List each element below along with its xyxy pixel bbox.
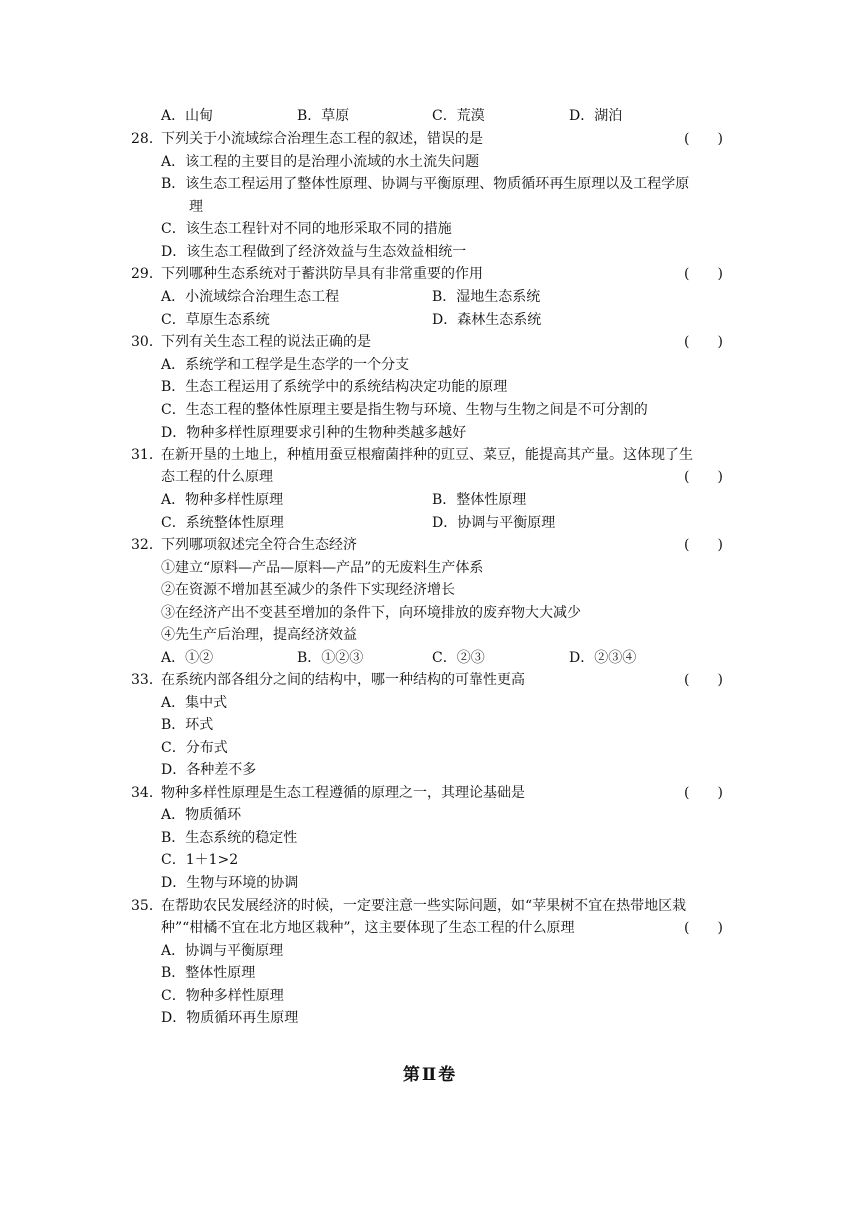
question-number: 32． xyxy=(131,537,163,553)
option-d: D．各种差不多 xyxy=(161,762,257,778)
question-33 xyxy=(0,669,860,692)
question-28 xyxy=(0,128,860,151)
question-stem: 下列关于小流域综合治理生态工程的叙述，错误的是 xyxy=(161,131,483,147)
answer-paren: ( ) xyxy=(684,785,723,801)
option-a: A．物种多样性原理 xyxy=(161,492,284,508)
answer-paren: ( ) xyxy=(684,672,723,688)
option-d: D．②③④ xyxy=(569,650,637,666)
statement-1: ①建立“原料—产品—原料—产品”的无废料生产体系 xyxy=(161,560,484,576)
option-b: B．①②③ xyxy=(297,650,364,666)
answer-paren: ( ) xyxy=(684,537,723,553)
question-number: 33． xyxy=(131,672,163,688)
option-c: C．荒漠 xyxy=(432,108,485,124)
question-stem: 在新开垦的土地上，种植用蚕豆根瘤菌拌种的豇豆、菜豆，能提高其产量。这体现了生 xyxy=(161,447,693,463)
option-c: C．生态工程的整体性原理主要是指生物与环境、生物与生物之间是不可分割的 xyxy=(161,402,648,418)
answer-paren: ( ) xyxy=(684,131,723,147)
question-number: 31． xyxy=(131,447,163,463)
question-31 xyxy=(0,444,860,467)
question-29 xyxy=(0,263,860,286)
option-a: A．该工程的主要目的是治理小流域的水土流失问题 xyxy=(161,154,480,170)
option-a: A．物质循环 xyxy=(161,807,242,823)
question-number: 35． xyxy=(131,898,163,914)
option-b: B．生态工程运用了系统学中的系统结构决定功能的原理 xyxy=(161,379,508,395)
option-d: D．湖泊 xyxy=(569,108,623,124)
question-stem: 在系统内部各组分之间的结构中，哪一种结构的可靠性更高 xyxy=(161,672,525,688)
option-d: D．物质循环再生原理 xyxy=(161,1010,299,1026)
question-35 xyxy=(0,895,860,918)
option-c: C．草原生态系统 xyxy=(161,312,270,328)
question-34 xyxy=(0,782,860,805)
question-stem: 物种多样性原理是生态工程遵循的原理之一，其理论基础是 xyxy=(161,785,525,801)
option-b: B．该生态工程运用了整体性原理、协调与平衡原理、物质循环再生原理以及工程学原 xyxy=(161,176,690,192)
option-c: C．分布式 xyxy=(161,740,228,756)
answer-paren: ( ) xyxy=(684,266,723,282)
statement-3: ③在经济产出不变甚至增加的条件下，向环境排放的废弃物大大减少 xyxy=(161,605,581,621)
option-b: B．环式 xyxy=(161,717,214,733)
section-title: 第Ⅱ卷 xyxy=(402,1065,458,1085)
option-a: A．山甸 xyxy=(161,108,214,124)
option-b: B．草原 xyxy=(297,108,350,124)
option-c: C．系统整体性原理 xyxy=(161,515,284,531)
option-b: B．整体性原理 xyxy=(161,965,256,981)
question-30 xyxy=(0,331,860,354)
option-c: C．物种多样性原理 xyxy=(161,988,284,1004)
question-stem: 下列哪项叙述完全符合生态经济 xyxy=(161,537,357,553)
answer-paren: ( ) xyxy=(684,469,723,485)
option-c: C．②③ xyxy=(432,650,485,666)
question-number: 30． xyxy=(131,334,163,350)
question-number: 34． xyxy=(131,785,163,801)
answer-paren: ( ) xyxy=(684,920,723,936)
option-d: D．物种多样性原理要求引种的生物种类越多越好 xyxy=(161,425,467,441)
option-a: A．集中式 xyxy=(161,695,228,711)
option-c: C．该生态工程针对不同的地形采取不同的措施 xyxy=(161,221,452,237)
option-a: A．①② xyxy=(161,650,214,666)
option-a: A．小流域综合治理生态工程 xyxy=(161,289,340,305)
option-a: A．系统学和工程学是生态学的一个分支 xyxy=(161,357,410,373)
question-32 xyxy=(0,534,860,557)
prev-question-options xyxy=(0,105,860,128)
option-a: A．协调与平衡原理 xyxy=(161,943,284,959)
question-stem: 在帮助农民发展经济的时候，一定要注意一些实际问题，如“苹果树不宜在热带地区栽 xyxy=(161,898,687,914)
option-b: B．整体性原理 xyxy=(432,492,527,508)
option-b: B．湿地生态系统 xyxy=(432,289,541,305)
statement-4: ④先生产后治理，提高经济效益 xyxy=(161,627,357,643)
option-c: C．1＋1>2 xyxy=(161,852,239,868)
question-stem-continued: 种”“柑橘不宜在北方地区栽种”，这主要体现了生态工程的什么原理 xyxy=(161,920,575,936)
option-d: D．该生态工程做到了经济效益与生态效益相统一 xyxy=(161,244,467,260)
answer-paren: ( ) xyxy=(684,334,723,350)
question-stem-continued: 态工程的什么原理 xyxy=(161,469,273,485)
option-b-continued: 理 xyxy=(189,199,203,215)
question-number: 29． xyxy=(131,266,163,282)
option-d: D．生物与环境的协调 xyxy=(161,875,299,891)
option-b: B．生态系统的稳定性 xyxy=(161,830,298,846)
option-d: D．森林生态系统 xyxy=(432,312,542,328)
question-number: 28． xyxy=(131,131,163,147)
question-stem: 下列有关生态工程的说法正确的是 xyxy=(161,334,371,350)
statement-2: ②在资源不增加甚至减少的条件下实现经济增长 xyxy=(161,582,455,598)
question-stem: 下列哪种生态系统对于蓄洪防旱具有非常重要的作用 xyxy=(161,266,483,282)
option-d: D．协调与平衡原理 xyxy=(432,515,556,531)
